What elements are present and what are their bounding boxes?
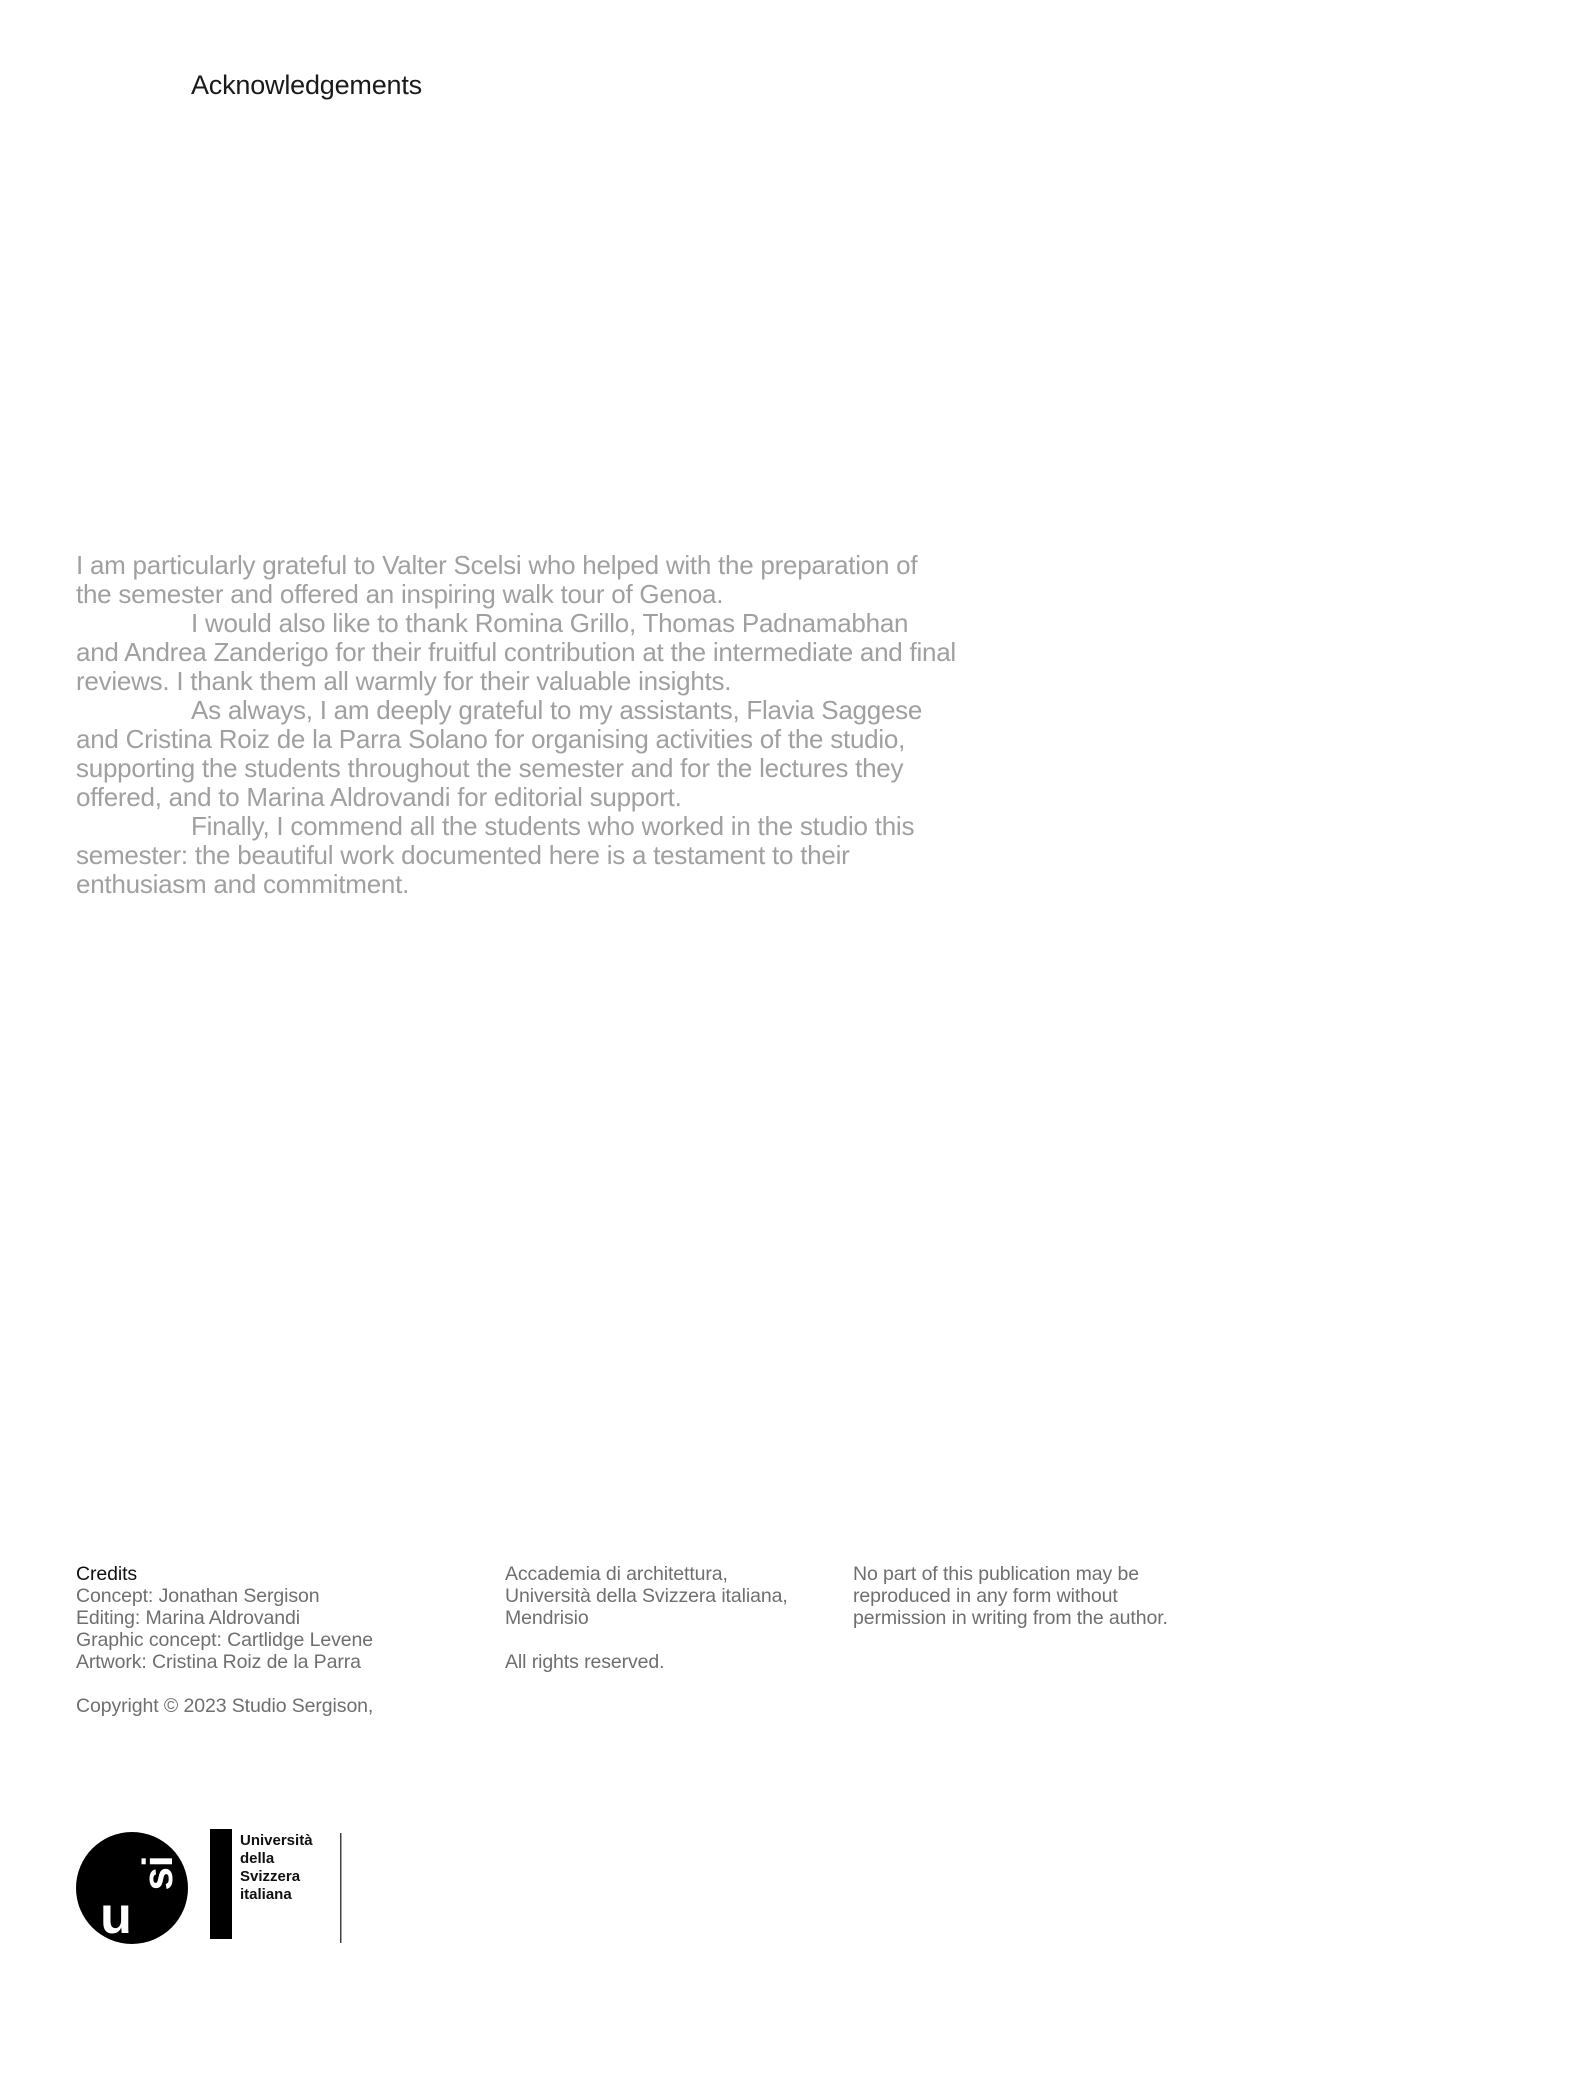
institution-line: Università della Svizzera italiana, [505,1585,788,1607]
logo-divider [340,1833,342,1943]
logo-bar [210,1829,232,1939]
page-title: Acknowledgements [191,70,422,100]
credits-heading: Credits [76,1563,138,1585]
credit-artwork: Artwork: Cristina Roiz de la Parra [76,1651,361,1673]
copyright-text: Copyright © 2023 Studio Sergison, [76,1695,374,1717]
rights-text: All rights reserved. [505,1651,665,1673]
acknowledgements-text [76,551,956,899]
university-name-line: Università [240,1832,313,1849]
logo-letter-u: u [100,1887,132,1945]
usi-logo [76,1829,356,1947]
credits-column [76,1563,373,1717]
notice-line: permission in writing from the author. [853,1607,1168,1629]
university-name-line: della [240,1850,275,1867]
credit-concept: Concept: Jonathan Sergison [76,1585,320,1607]
institution-line: Mendrisio [505,1607,589,1629]
paragraph: I would also like to thank Romina Grillo, Thomas Padnamabhan and Andrea Zanderigo for their fruitful contribution at the intermediate and final reviews. I thank them all warmly for their valuable insights. [76,608,956,696]
institution-column [505,1563,788,1673]
notice-column [853,1563,1168,1629]
notice-line: reproduced in any form without [853,1585,1118,1607]
university-name-line: italiana [240,1886,292,1903]
paragraph: As always, I am deeply grateful to my assistants, Flavia Saggese and Cristina Roiz de la Parra Solano for organising activities of the studio, supporting the students throughout the semester and for the lectures they offered, and to Marina Aldrovandi for editorial support. [76,695,923,812]
university-name [240,1832,313,1904]
institution-line: Accademia di architettura, [505,1563,728,1585]
paragraph: I am particularly grateful to Valter Scelsi who helped with the preparation of the semester and offered an inspiring walk tour of Genoa. [76,550,918,609]
credit-editing: Editing: Marina Aldrovandi [76,1607,300,1629]
notice-line: No part of this publication may be [853,1563,1140,1585]
credit-graphic-concept: Graphic concept: Cartlidge Levene [76,1629,373,1651]
logo-letters-si: si [134,1855,181,1891]
university-name-line: Svizzera [240,1868,301,1885]
paragraph: Finally, I commend all the students who worked in the studio this semester: the beautiful work documented here is a testament to their enthusiasm and commitment. [76,811,915,899]
